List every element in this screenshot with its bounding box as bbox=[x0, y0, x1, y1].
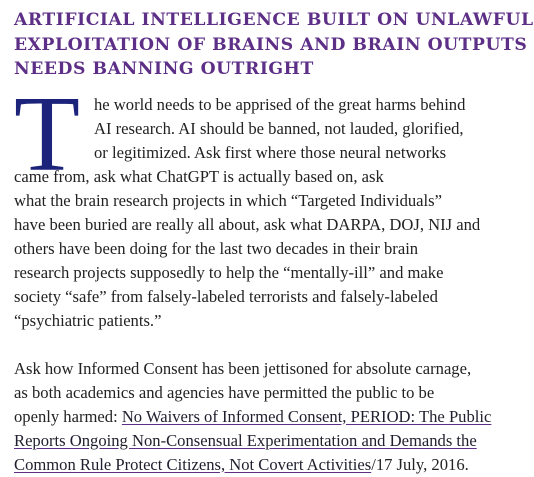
page-title bbox=[14, 8, 534, 82]
paragraph-gap bbox=[14, 333, 466, 357]
text-segment: openly harmed: bbox=[14, 406, 122, 426]
article-body bbox=[14, 74, 492, 477]
text-line: Ask how Informed Consent has been jettisoned for absolute carnage, bbox=[14, 358, 472, 378]
text-line: or legitimized. Ask first where those neural networks bbox=[94, 142, 447, 162]
text-line: society “safe” from falsely-labeled terrorists and falsely-labeled bbox=[14, 286, 438, 306]
text-line bbox=[14, 405, 492, 429]
text-line: “psychiatric patients.” bbox=[14, 310, 162, 330]
drop-cap: T bbox=[14, 74, 80, 194]
text-line bbox=[14, 453, 469, 477]
text-line: he world needs to be apprised of the great harms behind bbox=[94, 94, 466, 114]
article-page bbox=[14, 8, 534, 477]
title-line: EXPLOITATION OF BRAINS AND BRAIN OUTPUTS bbox=[14, 34, 528, 55]
text-line: AI research. AI should be banned, not lauded, glorified, bbox=[94, 118, 464, 138]
paragraph-2 bbox=[14, 357, 492, 477]
text-line bbox=[14, 429, 477, 453]
article-link-part[interactable]: Common Rule Protect Citizens, Not Covert Activities bbox=[14, 454, 372, 474]
text-line: came from, ask what ChatGPT is actually based on, ask bbox=[14, 166, 384, 186]
article-link-part[interactable]: Reports Ongoing Non-Consensual Experimentation and Demands the bbox=[14, 430, 477, 450]
article-link-part[interactable]: No Waivers of Informed Consent, PERIOD: The Public bbox=[121, 406, 492, 426]
text-line: others have been doing for the last two decades in their brain bbox=[14, 238, 419, 258]
title-line: ARTIFICIAL INTELLIGENCE BUILT ON UNLAWFUL bbox=[14, 10, 534, 30]
text-line: what the brain research projects in which “Targeted Individuals” bbox=[14, 190, 442, 210]
text-line: have been buried are really all about, ask what DARPA, DOJ, NIJ and bbox=[14, 214, 481, 234]
text-line: research projects supposedly to help the “mentally-ill” and make bbox=[14, 262, 444, 282]
text-line: as both academics and agencies have permitted the public to be bbox=[14, 382, 435, 402]
date-text: /17 July, 2016. bbox=[371, 454, 469, 474]
title-line: NEEDS BANNING OUTRIGHT bbox=[14, 59, 314, 79]
paragraph-1 bbox=[14, 93, 481, 333]
